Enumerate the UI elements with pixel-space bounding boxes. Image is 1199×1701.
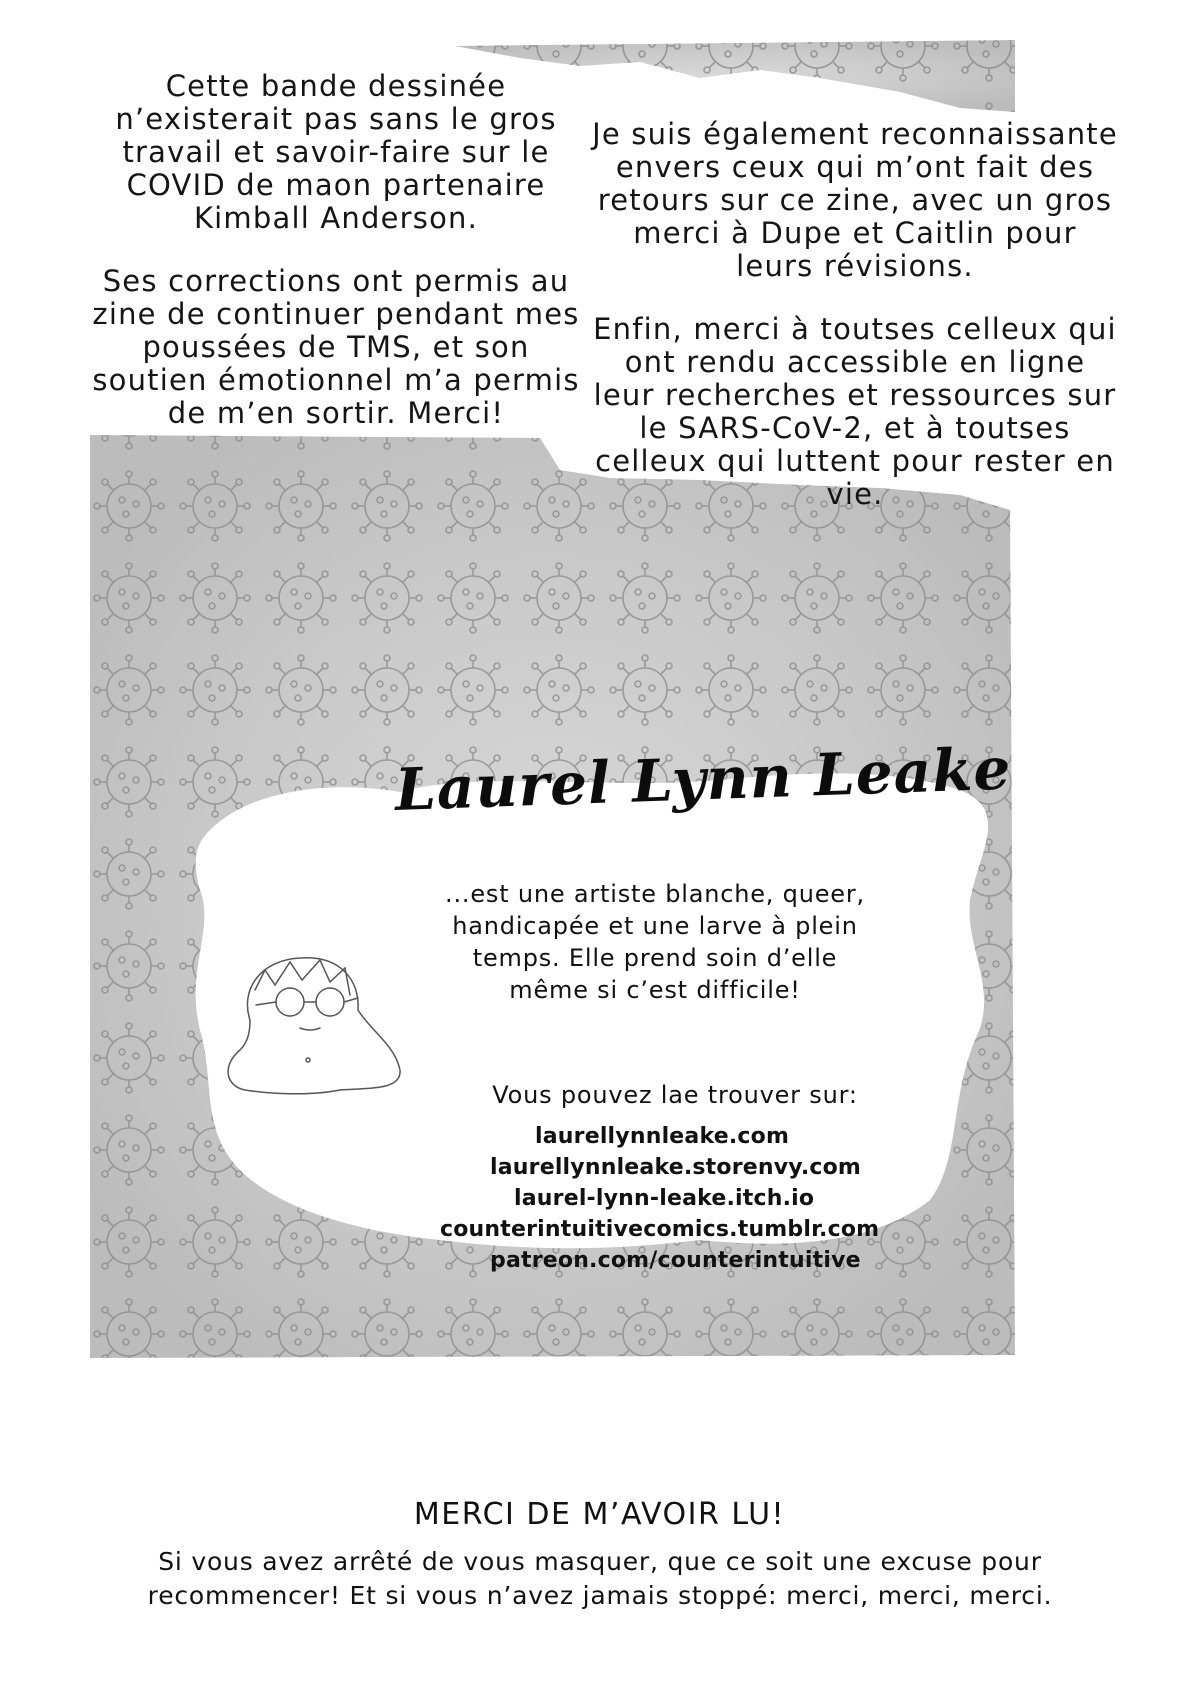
credits-right-column <box>590 118 1120 541</box>
link-storenvy[interactable]: laurellynnleake.storenvy.com <box>490 1155 862 1180</box>
artist-name-heading: Laurel Lynn Leake <box>393 734 1013 824</box>
links-intro: Vous pouvez lae trouver sur: <box>492 1081 858 1109</box>
thanks-title: MERCI DE M’AVOIR LU! <box>413 1497 786 1532</box>
link-patreon[interactable]: patreon.com/counterintuitive <box>490 1248 861 1273</box>
credits-partner-paragraph: Cette bande dessinée n’existerait pas sans le gros travail et savoir-faire sur le COVID de maon partenaire Kimball Anderson. <box>115 69 557 235</box>
credits-reviewers-paragraph: Je suis également reconnaissante envers ceux qui m’ont fait des retours sur ce zine, avec un gros merci à Dupe et Caitlin pour leurs révisions. <box>592 117 1118 283</box>
link-website[interactable]: laurellynnleake.com <box>535 1124 790 1149</box>
credits-left-column <box>86 70 586 460</box>
link-tumblr[interactable]: counterintuitivecomics.tumblr.com <box>440 1217 880 1242</box>
artist-bio: ...est une artiste blanche, queer, handicapée et une larve à plein temps. Elle prend soin d’elle même si c’est difficile! <box>445 880 865 1004</box>
link-itch[interactable]: laurel-lynn-leake.itch.io <box>514 1186 815 1211</box>
artist-avatar-sketch <box>220 950 420 1100</box>
closing-message: Si vous avez arrêté de vous masquer, que ce soit une excuse pour recommencer! Et si vous n’avez jamais stoppé: merci, merci, merci. <box>147 1547 1053 1610</box>
artist-links-list <box>440 1121 940 1276</box>
credits-support-paragraph: Ses corrections ont permis au zine de continuer pendant mes poussées de TMS, et son soutien émotionnel m’a permis de m’en sortir. Merci! <box>92 264 580 430</box>
credits-researchers-paragraph: Enfin, merci à toutses celleux qui ont rendu accessible en ligne leur recherches et ressources sur le SARS-CoV-2, et à toutses celleux qui luttent pour rester en vie. <box>593 312 1117 511</box>
